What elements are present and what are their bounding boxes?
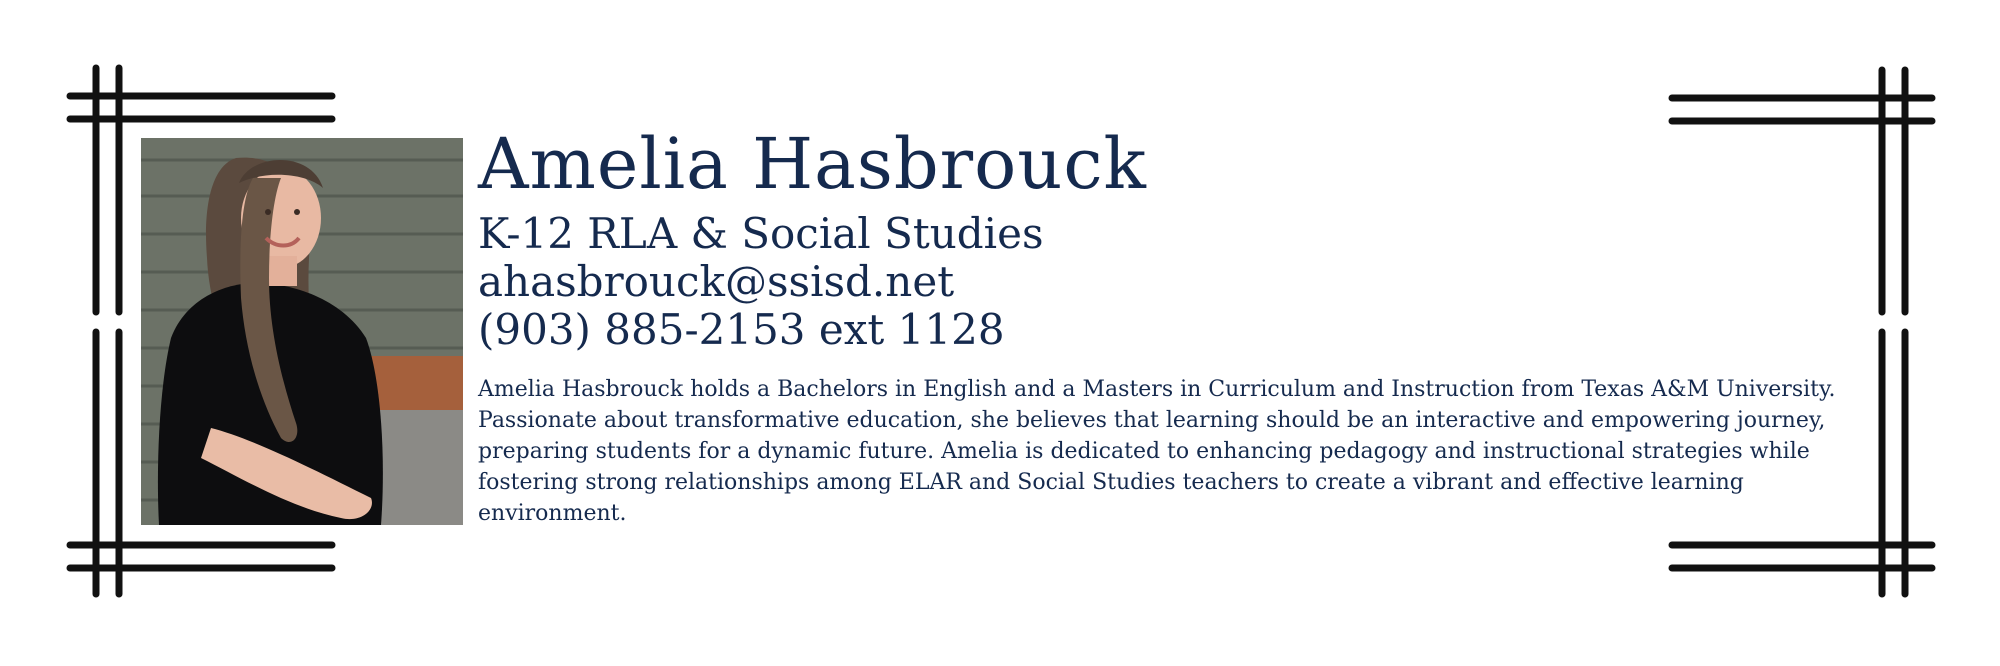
profile-photo bbox=[141, 138, 463, 525]
profile-info bbox=[478, 118, 1868, 529]
person-name: Amelia Hasbrouck bbox=[478, 123, 1147, 205]
email-address[interactable]: ahasbrouck@ssisd.net bbox=[478, 257, 955, 306]
phone-number[interactable]: (903) 885-2153 ext 1128 bbox=[478, 305, 1005, 354]
portrait-illustration bbox=[141, 138, 463, 525]
biography-text: Amelia Hasbrouck holds a Bachelors in English and a Masters in Curriculum and Instruction from Texas A&M University. Passionate about transformative education, she believes that learning should be an interactive and empowering journey, preparing students for a dynamic future. Amelia is dedicated to enhancing pedagogy and instructional strategies while fostering strong relationships among ELAR and Social Studies teachers to create a vibrant and effective learning environment. bbox=[478, 377, 1836, 526]
job-title: K-12 RLA & Social Studies bbox=[478, 209, 1044, 258]
